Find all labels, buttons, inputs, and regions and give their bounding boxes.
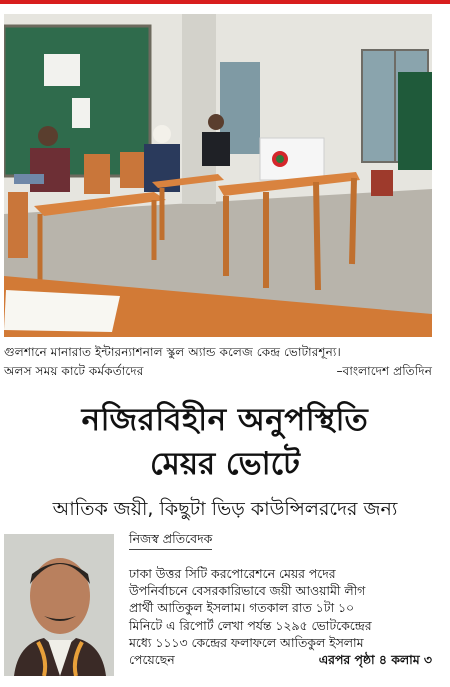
headline-line-1: নজিরবিহীন অনুপস্থিতি [81, 402, 369, 438]
body-line: পেয়েছেন [129, 652, 175, 668]
body-line: ঢাকা উত্তর সিটি করপোরেশনে মেয়র পদের [129, 566, 336, 581]
photo-credit: –বাংলাদেশ প্রতিদিন [336, 364, 432, 378]
headline-line-2: মেয়র ভোটে [150, 446, 300, 482]
photo-caption [4, 343, 432, 381]
body-line: মিনিটে এ রিপোর্ট লেখা পর্যন্ত ১২৯৫ ভোটকেন্দ্রের [129, 617, 372, 633]
continued-on-page: এরপর পৃষ্ঠা ৪ কলাম ৩ [318, 652, 432, 668]
candidate-portrait [4, 534, 114, 676]
caption-line-2: অলস সময় কাটে কর্মকর্তাদের [4, 364, 144, 378]
body-line: উপনির্বাচনে বেসরকারিভাবে জয়ী আওয়ামী লীগ [129, 583, 366, 599]
caption-line-1: গুলশানে মানারাত ইন্টারন্যাশনাল স্কুল অ্যান্ড কলেজ কেন্দ্র ভোটারশূন্য। [4, 345, 341, 359]
body-line: মধ্যে ১১১৩ কেন্দ্রের ফলাফলে আতিকুল ইসলাম [129, 634, 364, 650]
byline: নিজস্ব প্রতিবেদক [129, 530, 212, 550]
subheadline: আতিক জয়ী, কিছুটা ভিড় কাউন্সিলরদের জন্য [52, 498, 398, 520]
body-line: প্রার্থী আতিকুল ইসলাম। গতকাল রাত ১টা ১০ [129, 600, 355, 616]
polling-station-photo [4, 14, 432, 337]
top-accent-strip [0, 0, 450, 4]
article-body [129, 565, 432, 668]
body-last-line [129, 651, 432, 668]
headline [0, 398, 450, 486]
